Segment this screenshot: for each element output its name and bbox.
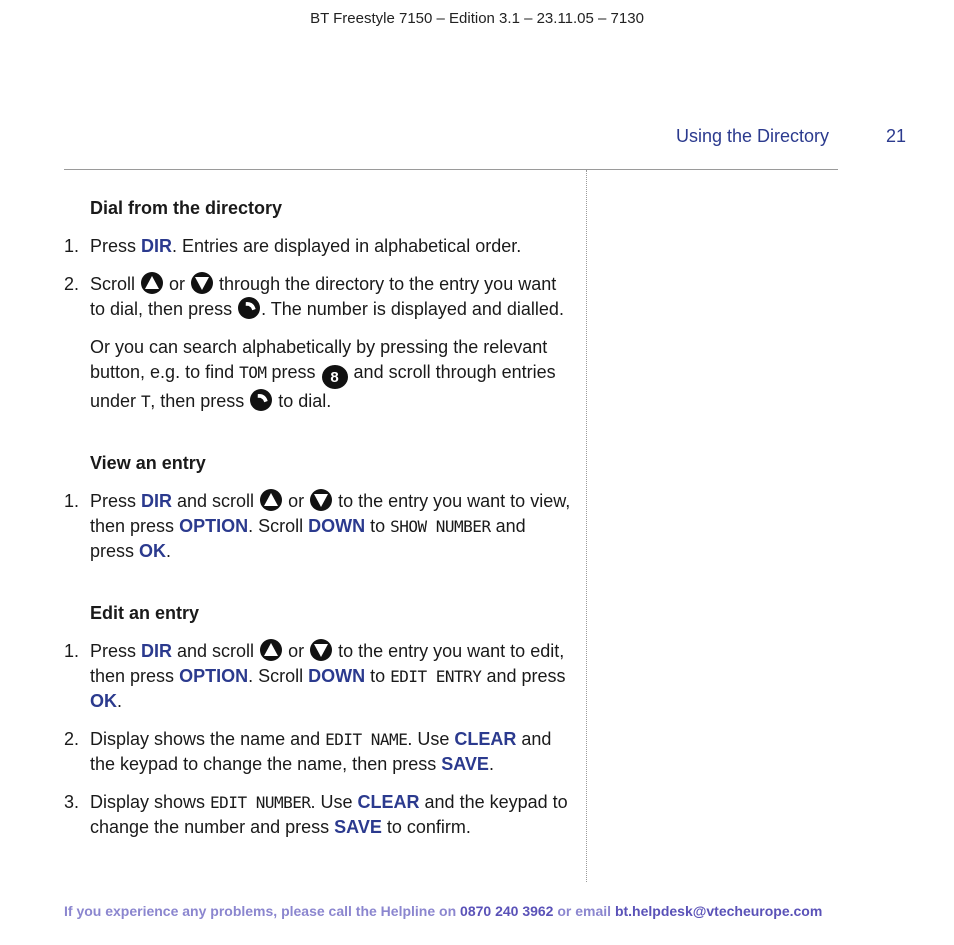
lcd-text: T	[141, 392, 151, 411]
step-text: Press DIR and scroll or to the entry you want to edit, then press OPTION. Scroll DOWN to EDIT ENTRY and press OK.	[90, 641, 566, 711]
document-id: BT Freestyle 7150 – Edition 3.1 – 23.11.05 – 7130	[310, 10, 644, 27]
header-rule	[64, 169, 838, 170]
helpline-phone: 0870 240 3962	[460, 903, 554, 919]
edit-step-3	[64, 790, 574, 840]
step-number: 2.	[64, 274, 80, 294]
scroll-down-icon	[310, 489, 332, 511]
dial-heading: Dial from the directory	[90, 198, 283, 218]
column-divider	[586, 170, 587, 882]
clear-key: CLEAR	[454, 729, 517, 749]
edit-step-2	[64, 727, 574, 777]
view-step-1	[64, 489, 574, 564]
scroll-up-icon	[260, 639, 282, 661]
down-key: DOWN	[308, 666, 366, 686]
step-number: 1.	[64, 236, 80, 256]
dial-step-2	[64, 272, 574, 322]
step-number: 2.	[64, 729, 80, 749]
talk-icon	[250, 389, 272, 411]
clear-key: CLEAR	[357, 792, 420, 812]
lcd-text: EDIT NUMBER	[210, 793, 311, 812]
page-number: 21	[886, 126, 907, 146]
dial-step-1	[64, 234, 574, 259]
step-text: Press DIR. Entries are displayed in alphabetical order.	[90, 236, 522, 256]
down-key: DOWN	[308, 516, 366, 536]
save-key: SAVE	[441, 754, 489, 774]
step-text: Display shows the name and EDIT NAME. Use CLEAR and the keypad to change the name, then press SAVE.	[90, 729, 552, 774]
save-key: SAVE	[334, 817, 382, 837]
step-number: 1.	[64, 641, 80, 661]
dir-key: DIR	[141, 236, 173, 256]
ok-key: OK	[139, 541, 167, 561]
talk-icon	[238, 297, 260, 319]
step-number: 3.	[64, 792, 80, 812]
view-heading: View an entry	[90, 453, 206, 473]
section-title: Using the Directory	[676, 126, 830, 146]
step-number: 1.	[64, 491, 80, 511]
lcd-text: EDIT ENTRY	[390, 667, 482, 686]
helpline-email: bt.helpdesk@vtecheurope.com	[614, 903, 823, 919]
option-key: OPTION	[179, 666, 249, 686]
dir-key: DIR	[141, 641, 173, 661]
step-text: Display shows EDIT NUMBER. Use CLEAR and the keypad to change the number and press SAVE to confirm.	[90, 792, 568, 837]
key-8-icon: 8	[322, 365, 348, 389]
step-text: Scroll or through the directory to the entry you want to dial, then press . The number is displayed and dialled.	[90, 274, 564, 319]
helpline-footer: If you experience any problems, please call the Helpline on 0870 240 3962 or email bt.helpdesk@vtecheurope.com	[64, 903, 823, 919]
lcd-text: SHOW NUMBER	[390, 517, 491, 536]
edit-heading: Edit an entry	[90, 603, 200, 623]
main-content	[64, 196, 574, 853]
lcd-text: TOM	[239, 363, 267, 382]
scroll-up-icon	[141, 272, 163, 294]
step-text: Press DIR and scroll or to the entry you want to view, then press OPTION. Scroll DOWN to SHOW NUMBER and press OK.	[90, 491, 571, 561]
dial-alternative: Or you can search alphabetically by pressing the relevant button, e.g. to find TOM press 8 and scroll through entries under T, then press to dial.	[90, 337, 556, 411]
option-key: OPTION	[179, 516, 249, 536]
scroll-down-icon	[310, 639, 332, 661]
dir-key: DIR	[141, 491, 173, 511]
lcd-text: EDIT NAME	[325, 730, 408, 749]
scroll-up-icon	[260, 489, 282, 511]
scroll-down-icon	[191, 272, 213, 294]
edit-step-1	[64, 639, 574, 714]
ok-key: OK	[90, 691, 117, 711]
